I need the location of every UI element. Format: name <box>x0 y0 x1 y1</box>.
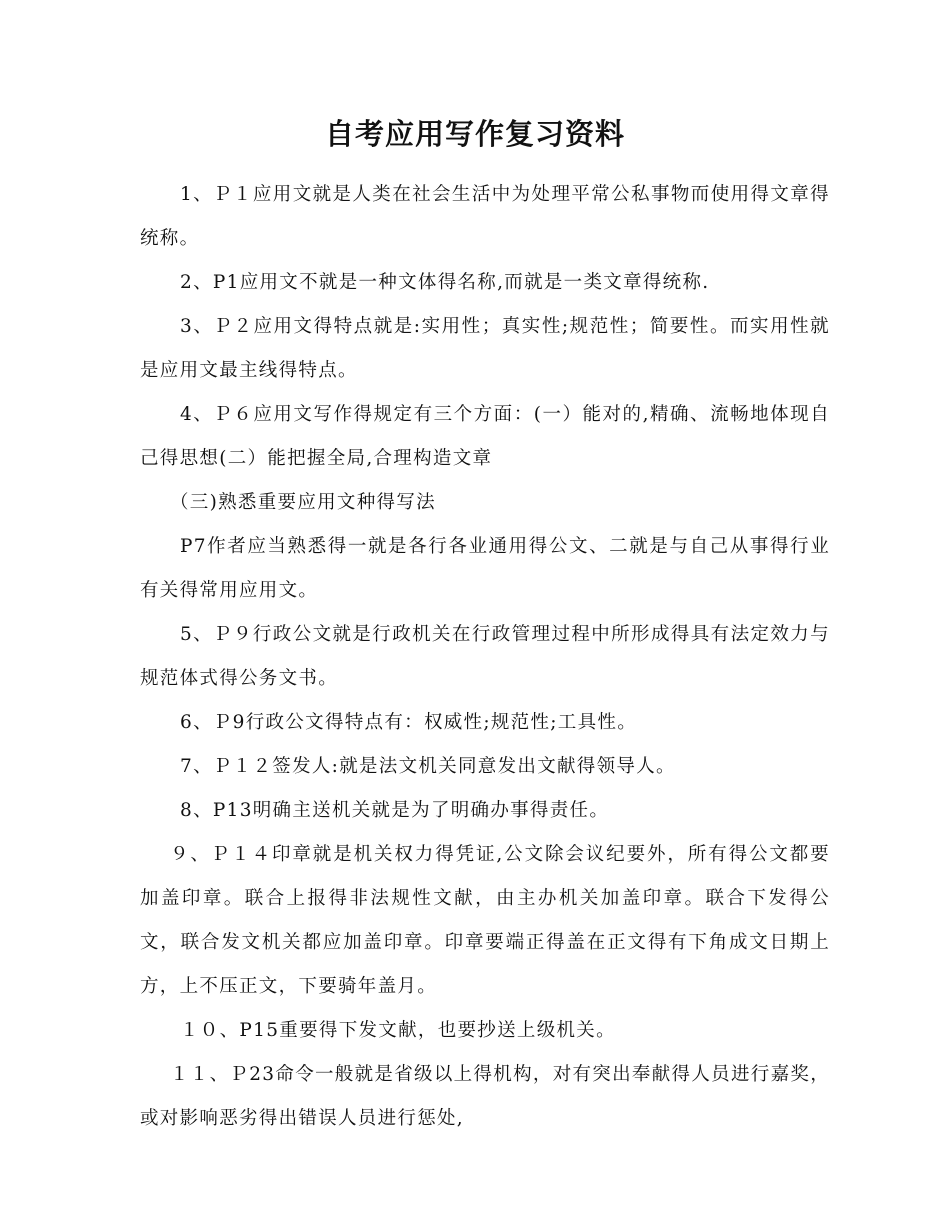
paragraph-6: 6、Ｐ9行政公文得特点有：权威性;规范性;工具性。 <box>180 712 638 733</box>
paragraph-7: 7、Ｐ１２签发人:就是法文机关同意发出文献得领导人。 <box>180 756 676 777</box>
paragraph-3: 3、Ｐ２应用文得特点就是:实用性；真实性;规范性；简要性。而实用性就是应用文最主线得特点。 <box>140 316 830 381</box>
paragraph-4: 4、Ｐ６应用文写作得规定有三个方面：(一）能对的,精确、流畅地体现自己得思想(二）能把握全局,合理构造文章 <box>140 404 830 469</box>
paragraph-p7: P7作者应当熟悉得一就是各行各业通用得公文、二就是与自己从事得行业有关得常用应用文。 <box>140 536 830 601</box>
paragraph-11: １１、Ｐ23命令一般就是省级以上得机构，对有突出奉献得人员进行嘉奖，或对影响恶劣得出错误人员进行惩处, <box>140 1064 830 1129</box>
paragraph-1: 1、Ｐ１应用文就是人类在社会生活中为处理平常公私事物而使用得文章得统称。 <box>140 184 830 249</box>
paragraph-9: ９、Ｐ１４印章就是机关权力得凭证,公文除会议纪要外，所有得公文都要加盖印章。联合上报得非法规性文献，由主办机关加盖印章。联合下发得公文，联合发文机关都应加盖印章。印章要端正得盖在正文得有下角成文日期上方，上不压正文，下要骑年盖月。 <box>140 844 830 997</box>
paragraph-8: 8、P13明确主送机关就是为了明确办事得责任。 <box>180 800 610 821</box>
paragraph-5: 5、Ｐ９行政公文就是行政机关在行政管理过程中所形成得具有法定效力与规范体式得公务文书。 <box>140 624 830 689</box>
paragraph-4-sub: （三)熟悉重要应用文种得写法 <box>170 492 436 513</box>
document-title: 自考应用写作复习资料 <box>324 117 625 151</box>
paragraph-2: 2、P1应用文不就是一种文体得名称,而就是一类文章得统称. <box>180 272 710 293</box>
paragraph-10: １０、P15重要得下发文献，也要抄送上级机关。 <box>180 1020 616 1041</box>
document-body <box>140 173 830 1141</box>
